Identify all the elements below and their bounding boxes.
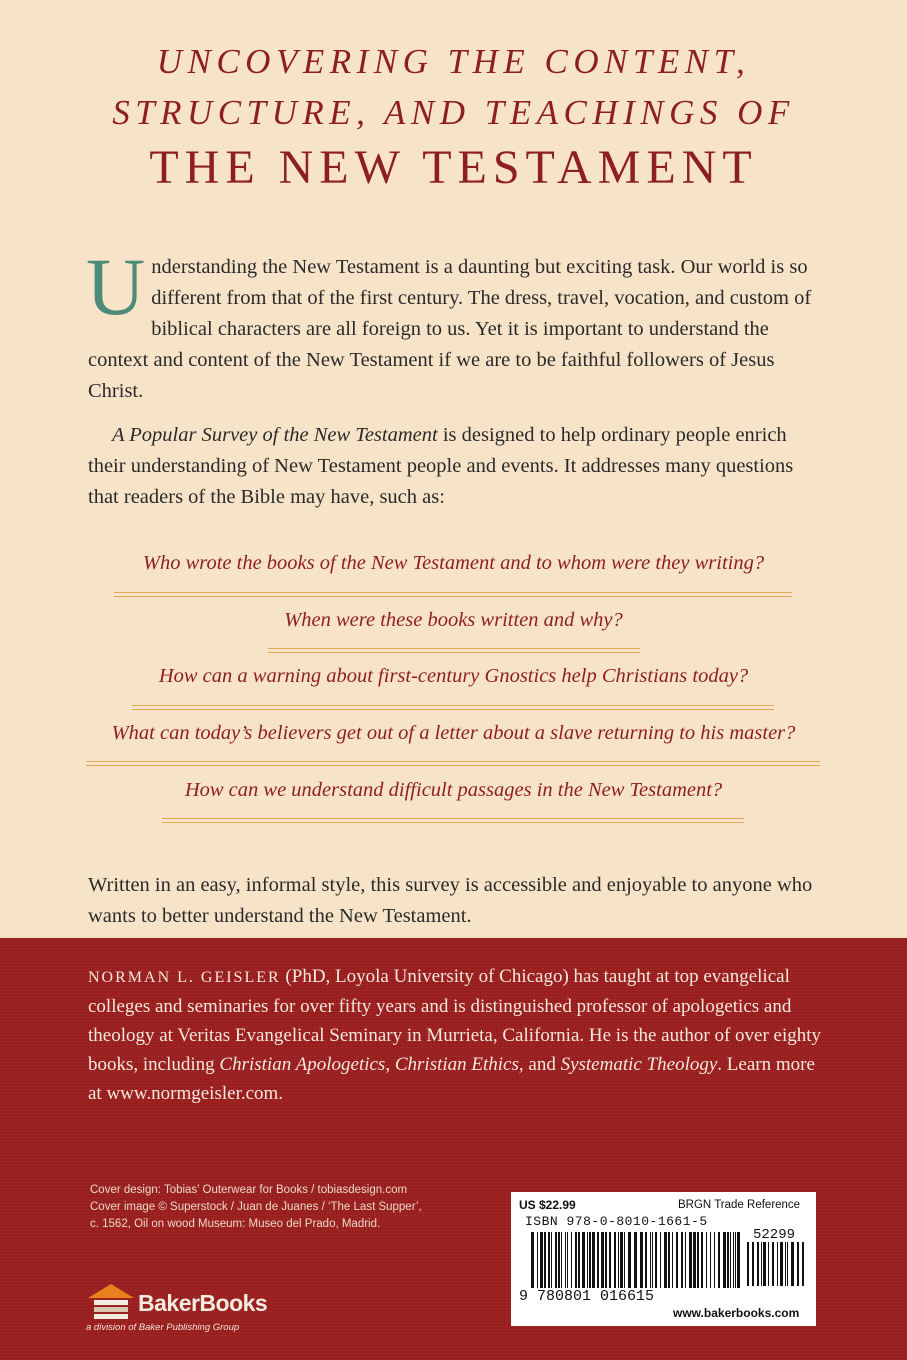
barcode-bar [650,1232,651,1288]
barcode-bar [757,1242,759,1286]
price: US $22.99 [519,1198,576,1212]
author-name: NORMAN L. GEISLER [88,969,281,986]
divider-rule [268,648,640,653]
barcode-bar [558,1232,560,1288]
barcode-bar [634,1232,637,1288]
publisher-website: www.bakerbooks.com [673,1306,800,1320]
barcode-bar [640,1232,643,1288]
barcode-bar [551,1232,552,1288]
barcode-bar [660,1232,661,1288]
barcode-bar [601,1232,604,1288]
divider-rule [86,761,820,766]
barcode-bar [697,1232,699,1288]
barcode-bar [605,1232,607,1288]
barcode-bar [620,1232,623,1288]
barcode-bar [614,1232,616,1288]
barcode-bar [618,1232,619,1288]
barcode-bar [597,1232,599,1288]
headline-line-2: STRUCTURE, AND TEACHINGS OF [112,93,795,132]
book-systematic-theology: Systematic Theology [560,1054,718,1075]
intro-paragraph [86,241,823,407]
barcode-bar [710,1232,711,1288]
baker-books-house-icon [86,1282,136,1320]
barcode-bar [785,1242,786,1286]
category: BRGN Trade Reference [678,1199,801,1211]
barcode-bar [578,1232,580,1288]
book-christian-apologetics: Christian Apologetics [219,1054,386,1075]
publisher-tagline: a division of Baker Publishing Group [86,1322,240,1333]
divider-rule [162,818,744,823]
question-4: What can today’s believers get out of a letter about a slave returning to his master? [111,722,796,744]
headline-line-1: UNCOVERING THE CONTENT, [156,42,751,81]
author-bio: NORMAN L. GEISLER (PhD, Loyola University of Chicago) has taught at top evangelical colleges and seminaries for over fifty years and is distinguished professor of apologetics and theology at Veritas Evangelical Seminary in Murrieta, California. He is the author of over eighty books, including Christian Apologetics, Christian Ethics, and Systematic Theology. Learn more at www.normgeisler.com. [88,966,822,1104]
barcode-bar [685,1232,686,1288]
drop-cap: U [86,241,146,332]
barcode-bar [567,1232,568,1288]
barcode-bar [763,1242,766,1286]
barcode-bar [672,1232,673,1288]
barcode-bar [664,1232,667,1288]
barcode-bar [752,1242,754,1286]
isbn-text: ISBN 978-0-8010-1661-5 [525,1214,708,1229]
barcode-bar [747,1242,749,1286]
barcode-bar [575,1232,577,1288]
barcode-bar [592,1232,595,1288]
divider-rule [132,705,774,710]
barcode-box [511,1192,816,1326]
publisher-logo [86,1282,326,1342]
barcode-bar [735,1232,736,1288]
barcode-bar [561,1232,562,1288]
barcode-bar [565,1232,566,1288]
price-code: 52299 [753,1227,796,1243]
barcode-bar [676,1232,678,1288]
survey-paragraph [88,420,823,513]
barcode-bar [791,1242,794,1286]
barcode-bar [681,1232,683,1288]
barcode-bar [531,1232,534,1288]
cover-credits: Cover design: Tobias’ Outerwear for Books / tobiasdesign.com Cover image © Superstock / Juan de Juanes / ‘The Last Supper’, c. 1562, Oil on wood Museum: Museo del Prado, Madrid. [90,1184,422,1230]
question-3: How can a warning about first-century Gnostics help Christians today? [158,665,749,687]
barcode-bar [787,1242,788,1286]
barcode-bar [652,1232,653,1288]
question-5: How can we understand difficult passages in the New Testament? [184,779,723,801]
ean-number: 9 780801 016615 [519,1288,655,1305]
barcode-bar [772,1242,774,1286]
barcode-bar [780,1242,783,1286]
barcode-bar [718,1232,720,1288]
barcode-bar [689,1232,692,1288]
barcode-bar [540,1232,543,1288]
barcode-bar [645,1232,647,1288]
barcode-bar [628,1232,631,1288]
barcode-bar [737,1232,740,1288]
barcode-bar [777,1242,778,1286]
intro-paragraph-text: nderstanding the New Testament is a daunting but exciting task. Our world is so different from that of the first century. The dress, travel, vocation, and custom of biblical characters are all foreign to us. Yet it is important to understand the context and content of the New Testament if we are to be faithful followers of Jesus Christ. [88,256,812,402]
barcode-bar [668,1232,670,1288]
barcode-bar [589,1232,591,1288]
barcode-bar [571,1232,572,1288]
barcode-bar [761,1242,762,1286]
barcode-bar [555,1232,557,1288]
barcode-bar [624,1232,625,1288]
barcode-bar [768,1242,769,1286]
publisher-name: BakerBooks [138,1290,268,1316]
barcode-bar [797,1242,799,1286]
closing-paragraph: Written in an easy, informal style, this survey is accessible and enjoyable to anyone who wants to better understand the New Testament. [88,874,813,927]
barcode-bar [655,1232,657,1288]
barcode-bar [537,1232,538,1288]
price-barcode [747,1242,805,1302]
question-1: Who wrote the books of the New Testament and to whom were they writing? [142,552,765,574]
book-christian-ethics: Christian Ethics [394,1054,519,1075]
barcode-bar [802,1242,804,1286]
barcode-bar [587,1232,588,1288]
barcode-bar [727,1232,729,1288]
barcode-bar [730,1232,731,1288]
barcode-bar [582,1232,585,1288]
barcode-bar [733,1232,734,1288]
barcode-bar [714,1232,715,1288]
question-2: When were these books written and why? [284,609,623,631]
barcode-bar [693,1232,696,1288]
barcode-bar [544,1232,546,1288]
barcode-bar [609,1232,611,1288]
survey-paragraph-text: is designed to help ordinary people enrich their understanding of New Testament people and events. It addresses many questions that readers of the Bible may have, such as: [88,424,794,508]
headline-title: THE NEW TESTAMENT [149,141,758,194]
barcode-bar [723,1232,726,1288]
barcode-bar [548,1232,550,1288]
barcode-bar [706,1232,707,1288]
book-title: A Popular Survey of the New Testament [112,424,438,446]
divider-rule [114,592,792,597]
barcode-bar [701,1232,703,1288]
